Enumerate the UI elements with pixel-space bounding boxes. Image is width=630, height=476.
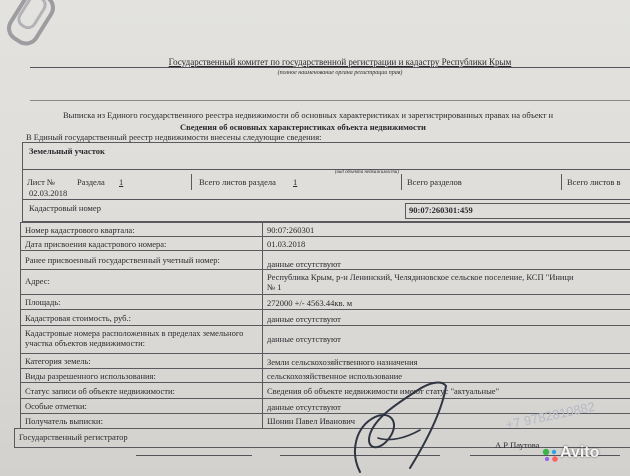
total-sheets-section-label: Всего листов раздела [199, 177, 276, 187]
table-row [21, 310, 630, 326]
sheet-label: Лист № [27, 177, 56, 187]
registrar-name: А.Р Паутова [495, 440, 540, 450]
row-value: 01.03.2018 [267, 239, 306, 249]
divider [561, 174, 562, 190]
watermark-phone: +7 9782810882 [504, 398, 597, 433]
row-value: Земли сельскохозяйственного назначения [267, 357, 418, 367]
row-value: Сведения об объекте недвижимости имеют статус "актуальные" [267, 386, 500, 396]
table-row [21, 223, 630, 237]
authority-name: Государственный комитет по государственной регистрации и кадастру Республики Крым [168, 57, 512, 67]
divider [23, 169, 630, 170]
row-value: данные отсутствуют [267, 314, 341, 324]
table-row [21, 237, 630, 251]
row-label: Площадь: [25, 297, 61, 307]
row-label: Ранее присвоенный государственный учетный номер: [25, 255, 220, 265]
row-value: Шонин Павел Иванович [267, 416, 356, 426]
section-title: Сведения об основных характеристиках объекта недвижимости [180, 122, 426, 132]
characteristics-table [20, 222, 630, 429]
table-row [21, 251, 630, 270]
table-row [21, 354, 630, 369]
row-label: Адрес: [25, 276, 50, 286]
divider [401, 174, 402, 190]
table-row [21, 383, 630, 399]
row-label: Дата присвоения кадастрового номера: [25, 239, 167, 249]
row-value: данные отсутствуют [267, 334, 341, 344]
row-label: Номер кадастрового квартала: [25, 225, 135, 235]
row-value: данные отсутствуют [267, 402, 341, 412]
registrar-box [14, 428, 630, 448]
row-value: Республика Крым, р-н Ленинский, Челядиновское сельское поселение, КСП "Иници [267, 272, 574, 282]
avito-brand: Avito [560, 444, 600, 461]
row-value: сельскохозяйственное использование [267, 371, 403, 381]
cadastral-number: 90:07:260301:459 [409, 205, 473, 215]
total-sheets-section-value: 1 [293, 177, 298, 187]
row-label: Кадастровая стоимость, руб.: [25, 313, 131, 323]
row-label: Статус записи об объекте недвижимости: [25, 386, 175, 396]
document-date: 02.03.2018 [29, 188, 68, 198]
authority-note: (полное наименование органа регистрации прав) [277, 70, 403, 76]
divider [23, 199, 630, 200]
row-label: Категория земель: [25, 356, 91, 366]
cadastral-number-label: Кадастровый номер [29, 203, 101, 213]
row-label: Получатель выписки: [25, 416, 103, 426]
extract-line: Выписка из Единого государственного реестра недвижимости об основных характеристиках и зарегистрированных правах на объект н [63, 110, 554, 120]
authority-underline [30, 67, 630, 68]
section-value: 1 [119, 177, 124, 187]
row-value: 90:07:260301 [267, 225, 315, 235]
row-label: Кадастровые номера расположенных в пределах земельного участка объектов недвижимости: [25, 328, 244, 348]
registrar-label: Государственный регистратор [19, 432, 128, 442]
row-value: данные отсутствуют [267, 259, 341, 269]
table-row [21, 326, 630, 354]
avito-logo-icon [542, 448, 560, 462]
section-label: Раздела [77, 177, 105, 187]
table-row [21, 270, 630, 295]
header-box [22, 142, 630, 222]
row-value: 272000 +/- 4563.44кв. м [267, 298, 353, 308]
table-row [21, 369, 630, 383]
divider [30, 100, 630, 101]
total-sheets-label: Всего листов в [567, 177, 621, 187]
handwritten-signature-icon [330, 372, 450, 476]
table-row [21, 295, 630, 310]
row-value-continued: № 1 [267, 282, 282, 292]
total-sections-label: Всего разделов [407, 177, 462, 187]
intro-text: В Единый государственный реестр недвижимости внесены следующие сведения: [26, 132, 322, 142]
object-type: Земельный участок [29, 146, 105, 156]
row-label: Виды разрешенного использования: [25, 371, 156, 381]
divider [191, 174, 192, 190]
object-type-note: (вид объекта недвижимости) [335, 170, 400, 175]
signature-line [136, 455, 252, 456]
row-label: Особые отметки: [25, 401, 87, 411]
